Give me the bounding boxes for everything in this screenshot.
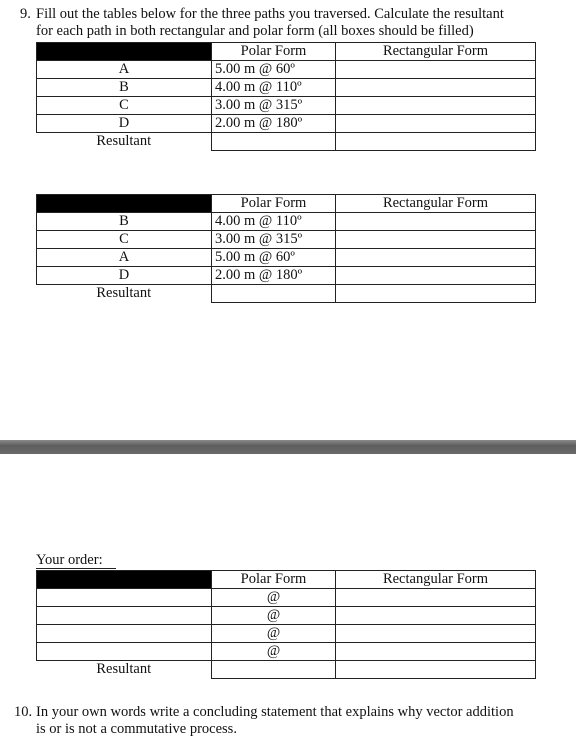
rect-cell[interactable] [336, 61, 536, 79]
vector-label-input[interactable] [37, 607, 212, 625]
rect-cell[interactable] [336, 643, 536, 661]
question-9 [20, 6, 504, 40]
table-header-row [37, 571, 536, 589]
polar-cell[interactable]: @ [212, 625, 336, 643]
header-blank-cell [37, 43, 212, 61]
order-label: Your order: [36, 552, 103, 568]
table-row [37, 249, 536, 267]
resultant-polar-cell[interactable] [212, 661, 336, 679]
table-row [37, 589, 536, 607]
rect-cell[interactable] [336, 607, 536, 625]
rect-cell[interactable] [336, 231, 536, 249]
vector-label: D [37, 115, 212, 133]
polar-cell: 4.00 m @ 110º [212, 79, 336, 97]
question-number: 9. [20, 6, 31, 22]
question-text-line1: In your own words write a concluding statement that explains why vector addition [36, 704, 514, 720]
resultant-label: Resultant [37, 661, 212, 679]
resultant-polar-cell[interactable] [212, 133, 336, 151]
question-text-line2: is or is not a commutative process. [36, 721, 237, 737]
path-table-1 [36, 42, 536, 151]
polar-cell: 3.00 m @ 315º [212, 97, 336, 115]
resultant-rect-cell[interactable] [336, 661, 536, 679]
rect-cell[interactable] [336, 267, 536, 285]
table-row [37, 267, 536, 285]
polar-cell[interactable]: @ [212, 607, 336, 625]
rect-cell[interactable] [336, 249, 536, 267]
table-row [37, 61, 536, 79]
table-header-row [37, 43, 536, 61]
resultant-polar-cell[interactable] [212, 285, 336, 303]
vector-label: C [37, 97, 212, 115]
polar-cell[interactable]: @ [212, 589, 336, 607]
vector-label: C [37, 231, 212, 249]
header-blank-cell [37, 571, 212, 589]
resultant-rect-cell[interactable] [336, 133, 536, 151]
vector-label: B [37, 213, 212, 231]
rect-cell[interactable] [336, 115, 536, 133]
table-row [37, 79, 536, 97]
polar-cell: 5.00 m @ 60º [212, 61, 336, 79]
polar-cell: 4.00 m @ 110º [212, 213, 336, 231]
table-row [37, 231, 536, 249]
resultant-row [37, 133, 536, 151]
question-10 [14, 704, 514, 738]
path-table-2 [36, 194, 536, 303]
table-row [37, 625, 536, 643]
polar-cell: 2.00 m @ 180º [212, 115, 336, 133]
header-polar: Polar Form [212, 571, 336, 589]
question-text-line2: for each path in both rectangular and polar form (all boxes should be filled) [36, 23, 474, 39]
table-row [37, 97, 536, 115]
table-header-row [37, 195, 536, 213]
resultant-label: Resultant [37, 133, 212, 151]
table-row [37, 213, 536, 231]
rect-cell[interactable] [336, 625, 536, 643]
resultant-row [37, 285, 536, 303]
page-divider [0, 440, 576, 454]
vector-label: A [37, 249, 212, 267]
table-row [37, 115, 536, 133]
order-underline [36, 568, 116, 569]
rect-cell[interactable] [336, 213, 536, 231]
header-rect: Rectangular Form [336, 571, 536, 589]
resultant-row [37, 661, 536, 679]
vector-label-input[interactable] [37, 643, 212, 661]
polar-cell: 2.00 m @ 180º [212, 267, 336, 285]
table-row [37, 607, 536, 625]
vector-label-input[interactable] [37, 625, 212, 643]
rect-cell[interactable] [336, 589, 536, 607]
polar-cell: 5.00 m @ 60º [212, 249, 336, 267]
header-polar: Polar Form [212, 195, 336, 213]
header-rect: Rectangular Form [336, 195, 536, 213]
question-text-line1: Fill out the tables below for the three paths you traversed. Calculate the resultant [36, 6, 504, 22]
vector-label: D [37, 267, 212, 285]
table-row [37, 643, 536, 661]
polar-cell: 3.00 m @ 315º [212, 231, 336, 249]
header-rect: Rectangular Form [336, 43, 536, 61]
header-blank-cell [37, 195, 212, 213]
vector-label: A [37, 61, 212, 79]
rect-cell[interactable] [336, 97, 536, 115]
question-number: 10. [14, 704, 33, 720]
resultant-label: Resultant [37, 285, 212, 303]
rect-cell[interactable] [336, 79, 536, 97]
vector-label-input[interactable] [37, 589, 212, 607]
polar-cell[interactable]: @ [212, 643, 336, 661]
path-table-3 [36, 570, 536, 679]
vector-label: B [37, 79, 212, 97]
resultant-rect-cell[interactable] [336, 285, 536, 303]
header-polar: Polar Form [212, 43, 336, 61]
